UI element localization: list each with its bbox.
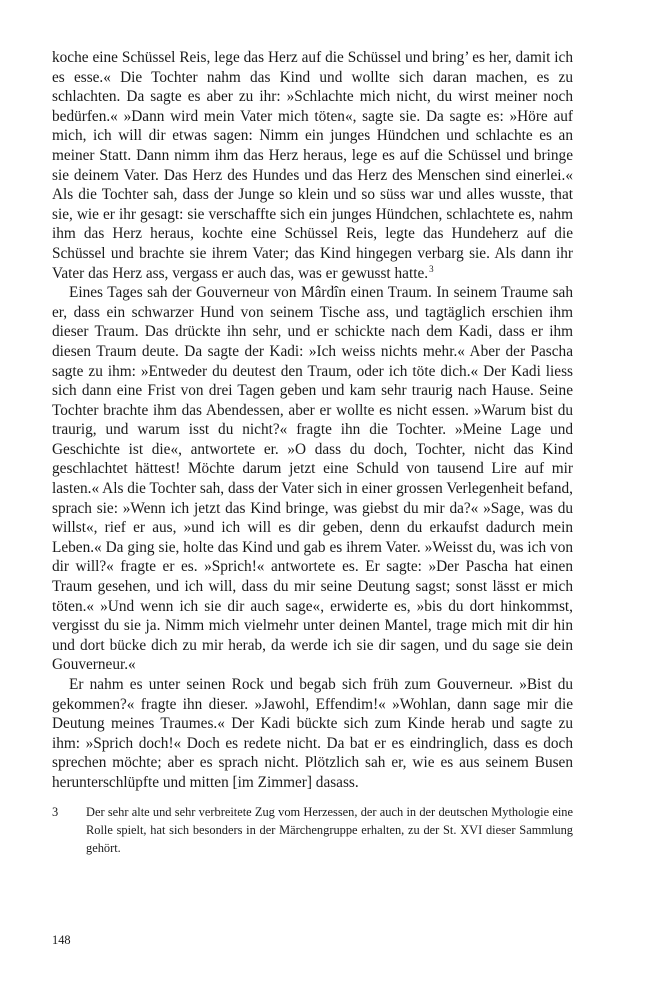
paragraph-2: Eines Tages sah der Gouverneur von Mârdîn einen Traum. In seinem Traume sah er, dass ein schwarzer Hund von seinem Tische ass, und tagtäglich erschien ihm dieser Traum. Das drückte ihn sehr, und er schickte nach dem Kadi, dass er ihm diesen Traum deute. Da sagte der Kadi: »Ich weiss nichts mehr.« Aber der Pascha sagte zu ihm: »Entweder du deutest den Traum, oder ich töte dich.« Der Kadi liess sich dann eine Frist von drei Tagen geben und kam sehr traurig nach Hause. Seine Tochter brachte ihm das Abendessen, aber er wollte es nicht essen. »Warum bist du traurig, und warum isst du nicht?« fragte ihn die Tochter. »Meine Lage und Geschichte ist die«, antwortete er. »O dass du doch, Tochter, nicht das Kind geschlachtet hättest! Möchte darum jetzt eine Schuld von tausend Lire auf mir lasten.« Als die Tochter sah, dass der Vater sich in einer grossen Verlegenheit befand, sprach sie: »Wenn ich jetzt das Kind bringe, was giebst du mir da?« »Sage, was du willst«, rief er aus, »und ich will es dir geben, denn du erkaufst dadurch mein Leben.« Da ging sie, holte das Kind und gab es ihrem Vater. »Weisst du, was ich von dir will?« fragte er es. »Sprich!« antwortete es. Er sagte: »Der Pascha hat einen Traum gesehen, und ich will, dass du mir seine Deutung sagst; sonst lässt er mich töten.« »Und wenn ich sie dir auch sage«, erwiderte es, »bis du dort hinkommst, vergisst du sie ja. Nimm mich vielmehr unter deinen Mantel, trage mich mit dir hin und dort bücke dich zu mir herab, da werde ich sie dir sagen, und du sage sie dein Gouverneur.« xyxy=(52,284,573,674)
footnote xyxy=(52,803,573,857)
paragraph-1 xyxy=(52,48,573,283)
body-text xyxy=(52,48,573,793)
paragraph-1-text: koche eine Schüssel Reis, lege das Herz auf die Schüssel und bring’ es her, damit ich es esse.« Die Tochter nahm das Kind und wollte sich daran machen, es zu schlachten. Da sagte es aber zu ihr: »Schlachte mich nicht, du wirst meiner noch bedürfen.« »Dann wird mein Vater mich töten«, sagte sie. Da sagte es: »Höre auf mich, ich will dir etwas sagen: Nimm ein junges Hündchen und schlachte es an meiner Statt. Dann nimm ihm das Herz heraus, lege es auf die Schüssel und bringe sie deinem Vater. Das Herz des Hundes und das Herz des Menschen sind einerlei.« Als die Tochter sah, dass der Junge so klein und so süss war und alles wusste, that sie, wie er ihr gesagt: sie verschaffte sich ein junges Hündchen, schlachtete es, nahm ihm das Herz heraus, kochte eine Schüssel Reis, legte das Hundeherz auf die Schüssel und brachte sie ihrem Vater; das Kind hingegen verbarg sie. Als dann ihr Vater das Herz ass, vergass er auch das, was er gewusst hatte. xyxy=(52,49,573,282)
page xyxy=(52,48,573,857)
page-number: 148 xyxy=(52,933,71,947)
paragraph-3: Er nahm es unter seinen Rock und begab sich früh zum Gouverneur. »Bist du gekommen?« fragte ihn dieser. »Jawohl, Effendim!« »Wohlan, dann sage mir die Deutung meines Traumes.« Der Kadi bückte sich zum Kinde herab und sagte zu ihm: »Sprich doch!« Doch es redete nicht. Da bat er es eindringlich, dass es doch sprechen möchte; aber es sprach nicht. Plötzlich sah er, wie es aus seinem Busen herunterschlüpfte und mitten [im Zimmer] dasass. xyxy=(52,676,573,791)
footnote-text: Der sehr alte und sehr verbreitete Zug vom Herzessen, der auch in der deutschen Mythologie eine Rolle spielt, hat sich besonders in der Märchengruppe erhalten, zu der St. XVI dieser Sammlung gehört. xyxy=(86,804,573,855)
footnote-reference[interactable]: 3 xyxy=(429,263,434,274)
footnotes xyxy=(52,803,573,857)
footnote-number: 3 xyxy=(52,804,59,819)
